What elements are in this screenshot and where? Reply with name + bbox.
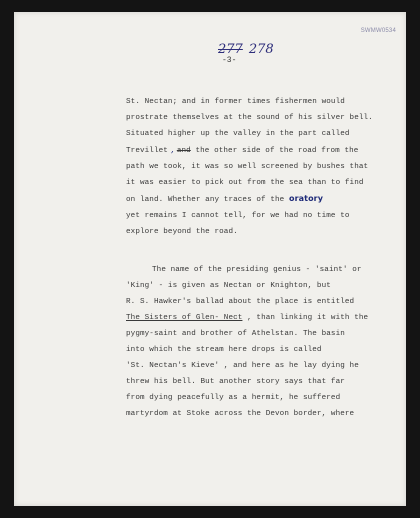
page-number-current: 278 xyxy=(248,42,274,57)
text-run: into which the stream here drops is called xyxy=(126,346,322,354)
text-run: 'St. Nectan's Kieve' , and here as he lay dying he xyxy=(126,362,359,370)
text-line xyxy=(126,262,398,278)
text-line xyxy=(126,208,398,224)
text-run: St. Nectan; and in former times fishermen would xyxy=(126,98,345,106)
text-run: threw his bell. But another story says that far xyxy=(126,378,345,386)
text-run: The name of the presiding genius - 'saint' or xyxy=(152,266,362,274)
text-line xyxy=(126,278,398,294)
handwritten-annotation: oratory xyxy=(289,194,324,203)
text-run: on land. Whether any traces of the xyxy=(126,196,289,204)
text-line xyxy=(126,390,398,406)
text-line xyxy=(126,159,398,175)
text-run: martyrdom at Stoke across the Devon border, where xyxy=(126,410,355,418)
text-run: from dying peacefully as a hermit, he suffered xyxy=(126,394,341,402)
page-number-struck: 277 xyxy=(218,42,243,57)
archive-reference-stamp: SWMW0534 xyxy=(360,28,396,34)
page-sub-number: -3- xyxy=(222,56,237,65)
page-number xyxy=(218,42,274,57)
text-line xyxy=(126,294,398,310)
text-line xyxy=(126,94,398,110)
text-run: the other side of the road from the xyxy=(190,147,359,155)
text-line xyxy=(126,374,398,390)
document-page xyxy=(14,12,406,506)
struck-text: and xyxy=(176,147,191,155)
text-line xyxy=(126,358,398,374)
text-run: , than linking it with the xyxy=(242,314,369,322)
text-line xyxy=(126,142,398,159)
text-run: Situated higher up the valley in the part called xyxy=(126,130,350,138)
text-line xyxy=(126,326,398,342)
handwritten-annotation: , xyxy=(167,145,177,155)
text-run: prostrate themselves at the sound of his silver bell. xyxy=(126,114,373,122)
text-line xyxy=(126,126,398,142)
text-line xyxy=(126,406,398,422)
text-line xyxy=(126,175,398,191)
text-run: it was easier to pick out from the sea than to find xyxy=(126,179,364,187)
text-line xyxy=(126,191,398,208)
text-line xyxy=(126,224,398,240)
typed-body-text xyxy=(126,94,398,422)
paragraph-gap xyxy=(126,240,398,262)
text-run: Trevillet xyxy=(126,147,168,155)
text-run: yet remains I cannot tell, for we had no time to xyxy=(126,212,350,220)
text-run: explore beyond the road. xyxy=(126,228,238,236)
text-run: R. S. Hawker's ballad about the place is entitled xyxy=(126,298,355,306)
text-line xyxy=(126,310,398,326)
text-run: path we took, it was so well screened by bushes that xyxy=(126,163,369,171)
text-line xyxy=(126,110,398,126)
text-run: 'King' - is given as Nectan or Knighton, but xyxy=(126,282,331,290)
text-run: pygmy-saint and brother of Athelstan. The basin xyxy=(126,330,345,338)
text-line xyxy=(126,342,398,358)
underlined-title: The Sisters of Glen- Nect xyxy=(126,314,243,322)
